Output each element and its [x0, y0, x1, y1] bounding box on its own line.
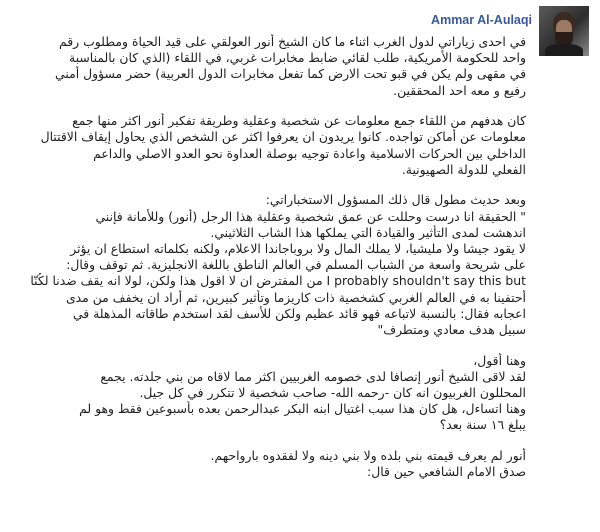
post-paragraph — [30, 113, 526, 178]
post-text-line: صدق الامام الشافعي حين قال: — [367, 464, 526, 480]
post-text-line: الداخلي بين الحركات الاسلامية واعادة توجيه بوصلة العداوة نحو العدو الاصلي والداعم — [93, 145, 526, 161]
post-text-line: " الحقيقة انا درست وحللت عن عمق شخصية وعقلية هذا الرجل (أنور) وللأمانة فإنني — [95, 208, 526, 224]
post-text-line: وهنا اتساءل، هل كان هذا سبب اغتيال ابنه البكر عبدالرحمن بعده بأسبوعين فقط وهو لم — [79, 401, 526, 417]
author-avatar[interactable] — [539, 6, 589, 56]
post-text-line: لقد لاقى الشيخ أنور إنصافا لدى خصومه الغربيين اكثر مما لاقاه من بني جلدته. يجمع — [100, 368, 526, 384]
post-text-line: في مقهى ولم يكن في قبو تحت الارض كما تفعل مخابرات الدول العربية) حضر مسؤول أمني — [55, 66, 526, 82]
post-paragraph — [30, 34, 526, 99]
post-text-line: اندهشت لمدى التأثير والقيادة التي يملكها هذا الشاب الثلاثيني. — [210, 224, 526, 240]
post-text-line: كان هدفهم من اللقاء جمع معلومات عن شخصية وعقلية وطريقة تفكير أنور اكثر منها جمع — [72, 113, 526, 129]
post-text-line: رفيع و معه احد المحققين. — [393, 82, 526, 98]
post-text-line: لا يقود جيشا ولا مليشيا، لا يملك المال ولا بروباجاندا الاعلام، ولكنه بكلماته استطاع ان يؤثر — [70, 241, 526, 257]
post-paragraph — [30, 448, 526, 480]
post-text-line: معلومات عن أماكن تواجده. كانوا يريدون ان يعرفوا اكثر عن الشخص الذي يحاول إيقاف الاقتتال — [40, 129, 526, 145]
avatar-shoulders — [545, 44, 583, 56]
post-body — [30, 34, 526, 480]
post-text-line: I probably shouldn't say this but من المفترض ان لا اقول هذا ولكن، لولا انه يقف ضدنا لكُنّا — [30, 273, 526, 289]
author-name-link[interactable]: Ammar Al-Aulaqi — [431, 13, 532, 27]
post-text-line: أنور لم يعرف قيمته بني بلده ولا بني دينه ولا لفقدوه بارواحهم. — [210, 448, 526, 464]
post-paragraph — [30, 353, 526, 434]
post-text-line: يبلغ ١٦ سنة بعد؟ — [439, 417, 526, 433]
post-text-line: المحللون الغربيون انه كان -رحمه الله- صاحب شخصية لا تتكرر في كل جيل. — [139, 385, 526, 401]
post-text-line: أحتفينا به في العالم الغربي كشخصية ذات كاريزما وتأثير كبيرين، ثم أراد ان يخفف من مدى — [65, 289, 526, 305]
post-text-line: الفعلي للدولة الصهيونية. — [401, 161, 526, 177]
post-text-line: واحد للحكومة الأمريكية، طلب لقائي ضابط مخابرات غربي، في اللقاء (الذي كان بالمناسبة — [69, 50, 526, 66]
post-text-line: في احدى زياراتي لدول الغرب اثناء ما كان الشيخ أنور العولقي على قيد الحياة ومطلوب رقم — [59, 34, 526, 49]
post-paragraph — [30, 192, 526, 338]
post-text-line: وبعد حديث مطول قال ذلك المسؤول الاستخباراتي: — [265, 192, 526, 208]
post-text-line: اعجابه فقال: بالنسبة لاتباعه فهو قائد عظيم ولكن للأسف لقد استخدم طاقاته المذهلة في — [72, 305, 526, 321]
post-text-line: على شريحة واسعة من الشباب المسلم في العالم الناطق باللغة الانجليزية. ثم توقف وقال: — [66, 257, 526, 273]
post-text-line: وهنا أقول، — [473, 352, 526, 368]
post-text-line: سبيل هدف معادي ومتطرف" — [377, 322, 526, 338]
